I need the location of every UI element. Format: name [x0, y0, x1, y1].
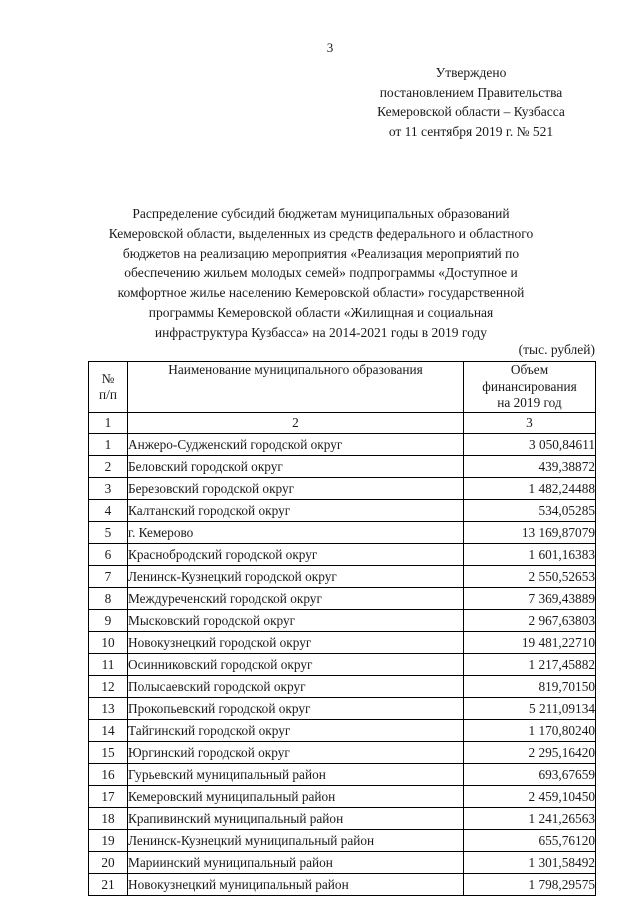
- header-value-line2: финансирования: [482, 378, 577, 394]
- cell-funding-amount: 1 170,80240: [464, 720, 596, 742]
- table-row: [89, 610, 596, 632]
- approval-line: Утверждено: [435, 65, 507, 80]
- document-title: [64, 204, 578, 343]
- cell-funding-amount: 2 295,16420: [464, 742, 596, 764]
- cell-funding-amount: 655,76120: [464, 830, 596, 852]
- cell-row-number: 6: [89, 544, 128, 566]
- cell-funding-amount: 2 459,10450: [464, 786, 596, 808]
- units-caption: (тыс. рублей): [518, 342, 595, 357]
- cell-row-number: 3: [89, 478, 128, 500]
- header-cell-number: [89, 362, 128, 413]
- header-cell-name: Наименование муниципального образования: [128, 362, 464, 413]
- cell-row-number: 17: [89, 786, 128, 808]
- table-header-row: [89, 362, 596, 413]
- cell-funding-amount: 1 482,24488: [464, 478, 596, 500]
- cell-row-number: 5: [89, 522, 128, 544]
- cell-funding-amount: 534,05285: [464, 500, 596, 522]
- table-body: [89, 434, 596, 896]
- cell-municipality-name: Беловский городской округ: [128, 456, 464, 478]
- title-line: инфраструктура Кузбасса» на 2014-2021 годы в 2019 году: [154, 324, 488, 340]
- cell-row-number: 20: [89, 852, 128, 874]
- cell-row-number: 13: [89, 698, 128, 720]
- table-row: [89, 544, 596, 566]
- cell-municipality-name: Осинниковский городской округ: [128, 654, 464, 676]
- approval-line: постановлением Правительства: [379, 84, 563, 100]
- table-row: [89, 698, 596, 720]
- cell-funding-amount: 1 301,58492: [464, 852, 596, 874]
- cell-row-number: 9: [89, 610, 128, 632]
- cell-row-number: 11: [89, 654, 128, 676]
- table-row: [89, 764, 596, 786]
- column-index-1: 1: [89, 413, 128, 434]
- cell-row-number: 19: [89, 830, 128, 852]
- subsidy-distribution-table: [88, 361, 596, 896]
- title-line: комфортное жилье населению Кемеровской области» государственной: [117, 285, 525, 301]
- cell-municipality-name: Междуреченский городской округ: [128, 588, 464, 610]
- title-line: бюджетов на реализацию мероприятия «Реализация мероприятий по: [122, 245, 520, 261]
- cell-row-number: 18: [89, 808, 128, 830]
- cell-municipality-name: Кемеровский муниципальный район: [128, 786, 464, 808]
- cell-municipality-name: Полысаевский городской округ: [128, 676, 464, 698]
- cell-municipality-name: Ленинск-Кузнецкий городской округ: [128, 566, 464, 588]
- table-row: [89, 522, 596, 544]
- cell-row-number: 16: [89, 764, 128, 786]
- cell-funding-amount: 5 211,09134: [464, 698, 596, 720]
- cell-municipality-name: Калтанский городской округ: [128, 500, 464, 522]
- approval-line: Кемеровской области – Кузбасса: [377, 104, 565, 119]
- cell-municipality-name: Новокузнецкий муниципальный район: [128, 874, 464, 896]
- cell-municipality-name: Тайгинский городской округ: [128, 720, 464, 742]
- cell-funding-amount: 2 550,52653: [464, 566, 596, 588]
- table-row: [89, 456, 596, 478]
- table-row: [89, 742, 596, 764]
- table-row: [89, 874, 596, 896]
- cell-row-number: 14: [89, 720, 128, 742]
- approval-line: от 11 сентября 2019 г. № 521: [388, 123, 554, 139]
- cell-funding-amount: 1 217,45882: [464, 654, 596, 676]
- table-row: [89, 632, 596, 654]
- title-line: обеспечению жильем молодых семей» подпрограммы «Доступное и: [124, 265, 518, 281]
- page-number: 3: [326, 40, 334, 55]
- cell-municipality-name: Краснобродский городской округ: [128, 544, 464, 566]
- cell-row-number: 1: [89, 434, 128, 456]
- cell-municipality-name: Прокопьевский городской округ: [128, 698, 464, 720]
- cell-row-number: 2: [89, 456, 128, 478]
- table-row: [89, 786, 596, 808]
- table-row: [89, 676, 596, 698]
- cell-municipality-name: г. Кемерово: [128, 522, 464, 544]
- cell-municipality-name: Крапивинский муниципальный район: [128, 808, 464, 830]
- title-line: программы Кемеровской области «Жилищная и социальная: [148, 304, 494, 320]
- table-row: [89, 654, 596, 676]
- table-row: [89, 434, 596, 456]
- table-row: [89, 720, 596, 742]
- table-row: [89, 588, 596, 610]
- cell-row-number: 21: [89, 874, 128, 896]
- table-row: [89, 478, 596, 500]
- approval-block: [345, 63, 597, 141]
- cell-row-number: 12: [89, 676, 128, 698]
- cell-municipality-name: Березовский городской округ: [128, 478, 464, 500]
- cell-funding-amount: 19 481,22710: [464, 632, 596, 654]
- cell-municipality-name: Анжеро-Судженский городской округ: [128, 434, 464, 456]
- cell-municipality-name: Ленинск-Кузнецкий муниципальный район: [128, 830, 464, 852]
- cell-row-number: 7: [89, 566, 128, 588]
- cell-funding-amount: 439,38872: [464, 456, 596, 478]
- cell-funding-amount: 1 241,26563: [464, 808, 596, 830]
- cell-funding-amount: 819,70150: [464, 676, 596, 698]
- cell-municipality-name: Мариинский муниципальный район: [128, 852, 464, 874]
- cell-row-number: 10: [89, 632, 128, 654]
- column-index-2: 2: [128, 413, 464, 434]
- cell-municipality-name: Новокузнецкий городской округ: [128, 632, 464, 654]
- cell-row-number: 8: [89, 588, 128, 610]
- cell-row-number: 15: [89, 742, 128, 764]
- cell-funding-amount: 1 798,29575: [464, 874, 596, 896]
- cell-row-number: 4: [89, 500, 128, 522]
- cell-funding-amount: 7 369,43889: [464, 588, 596, 610]
- cell-funding-amount: 1 601,16383: [464, 544, 596, 566]
- header-number-line1: №: [101, 370, 115, 386]
- cell-funding-amount: 2 967,63803: [464, 610, 596, 632]
- cell-funding-amount: 13 169,87079: [464, 522, 596, 544]
- table-row: [89, 808, 596, 830]
- title-line: Распределение субсидий бюджетам муниципальных образований: [132, 206, 510, 221]
- cell-funding-amount: 693,67659: [464, 764, 596, 786]
- table-row: [89, 830, 596, 852]
- table-row: [89, 566, 596, 588]
- table-header: [89, 362, 596, 434]
- header-value-line1: Объем: [510, 362, 549, 378]
- cell-municipality-name: Мысковский городской округ: [128, 610, 464, 632]
- table-row: [89, 500, 596, 522]
- cell-municipality-name: Гурьевский муниципальный район: [128, 764, 464, 786]
- title-line: Кемеровской области, выделенных из средств федерального и областного: [108, 225, 534, 241]
- column-index-3: 3: [464, 413, 596, 434]
- header-value-line3: на 2019 год: [497, 395, 562, 411]
- table-column-index-row: [89, 413, 596, 434]
- cell-funding-amount: 3 050,84611: [464, 434, 596, 456]
- table-row: [89, 852, 596, 874]
- header-number-line2: п/п: [99, 387, 117, 402]
- header-cell-value: [464, 362, 596, 413]
- cell-municipality-name: Юргинский городской округ: [128, 742, 464, 764]
